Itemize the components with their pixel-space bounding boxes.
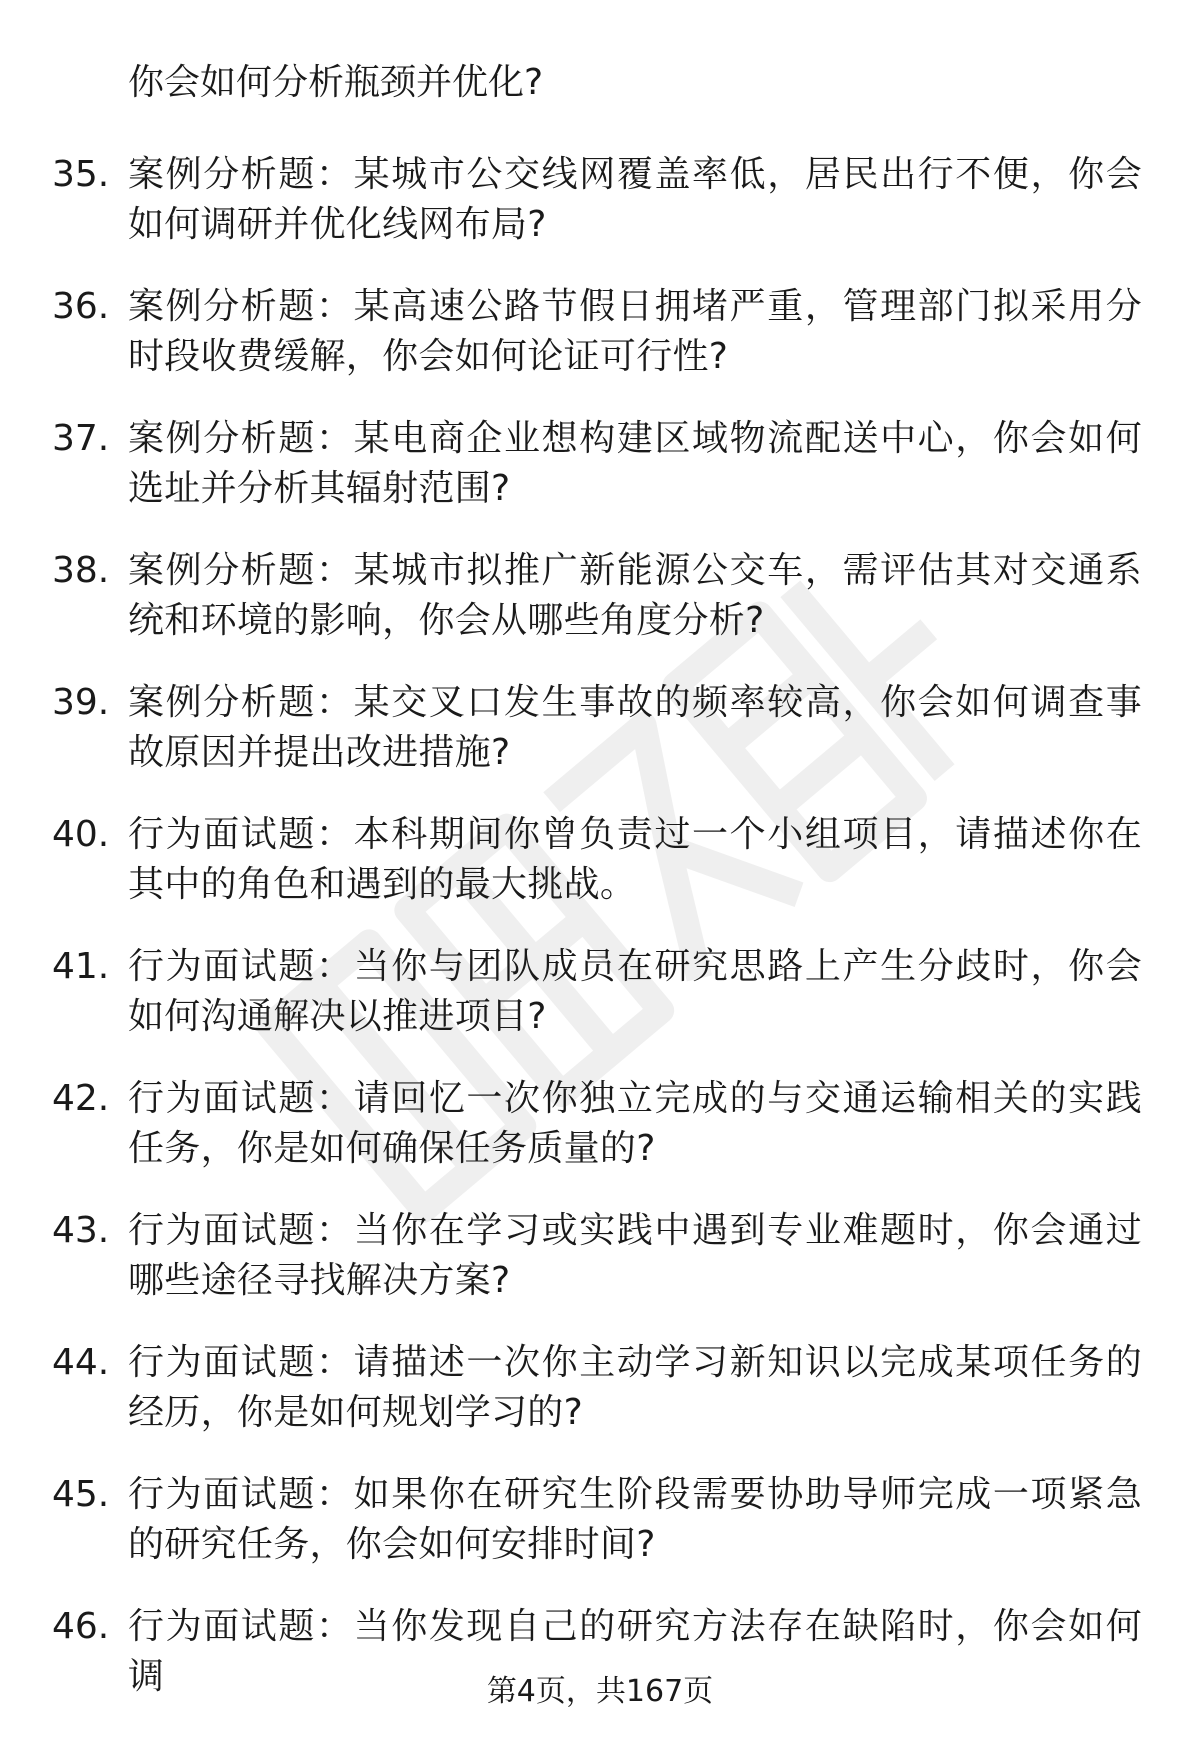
continuation-text: 你会如何分析瓶颈并优化? [128, 62, 544, 103]
question-text: 行为面试题：请回忆一次你独立完成的与交通运输相关的实践任务，你是如何确保任务质量的? [128, 1078, 1142, 1169]
question-item [0, 150, 1200, 282]
question-number: 35. [52, 154, 110, 195]
question-item [0, 810, 1200, 942]
question-number: 38. [52, 550, 110, 591]
question-item [0, 414, 1200, 546]
question-item [0, 546, 1200, 678]
question-text: 行为面试题：如果你在研究生阶段需要协助导师完成一项紧急的研究任务，你会如何安排时间? [128, 1474, 1142, 1565]
question-item [0, 282, 1200, 414]
question-text: 行为面试题：当你发现自己的研究方法存在缺陷时，你会如何调 [128, 1606, 1142, 1697]
question-list [0, 150, 1200, 1734]
question-number: 36. [52, 286, 110, 327]
question-text: 案例分析题：某城市公交线网覆盖率低，居民出行不便，你会如何调研并优化线网布局? [128, 154, 1142, 245]
question-item [0, 942, 1200, 1074]
question-item [0, 1206, 1200, 1338]
question-text: 案例分析题：某交叉口发生事故的频率较高，你会如何调查事故原因并提出改进措施? [128, 682, 1142, 773]
question-text: 行为面试题：本科期间你曾负责过一个小组项目，请描述你在其中的角色和遇到的最大挑战。 [128, 814, 1142, 905]
question-text: 行为面试题：请描述一次你主动学习新知识以完成某项任务的经历，你是如何规划学习的? [128, 1342, 1142, 1433]
question-text: 行为面试题：当你与团队成员在研究思路上产生分歧时，你会如何沟通解决以推进项目? [128, 946, 1142, 1037]
question-number: 37. [52, 418, 110, 459]
question-item [0, 1338, 1200, 1470]
question-number: 39. [52, 682, 110, 723]
page-footer: 第4页，共167页 [486, 1674, 714, 1709]
question-text: 行为面试题：当你在学习或实践中遇到专业难题时，你会通过哪些途径寻找解决方案? [128, 1210, 1142, 1301]
question-number: 43. [52, 1210, 110, 1251]
question-number: 40. [52, 814, 110, 855]
question-item [0, 1602, 1200, 1734]
question-item [0, 678, 1200, 810]
question-text: 案例分析题：某高速公路节假日拥堵严重，管理部门拟采用分时段收费缓解，你会如何论证可行性? [128, 286, 1142, 377]
question-number: 42. [52, 1078, 110, 1119]
question-text: 案例分析题：某城市拟推广新能源公交车，需评估其对交通系统和环境的影响，你会从哪些角度分析? [128, 550, 1142, 641]
question-number: 41. [52, 946, 110, 987]
question-number: 45. [52, 1474, 110, 1515]
question-number: 44. [52, 1342, 110, 1383]
question-item [0, 1470, 1200, 1602]
question-text: 案例分析题：某电商企业想构建区域物流配送中心，你会如何选址并分析其辐射范围? [128, 418, 1142, 509]
question-item [0, 1074, 1200, 1206]
question-number: 46. [52, 1606, 110, 1647]
